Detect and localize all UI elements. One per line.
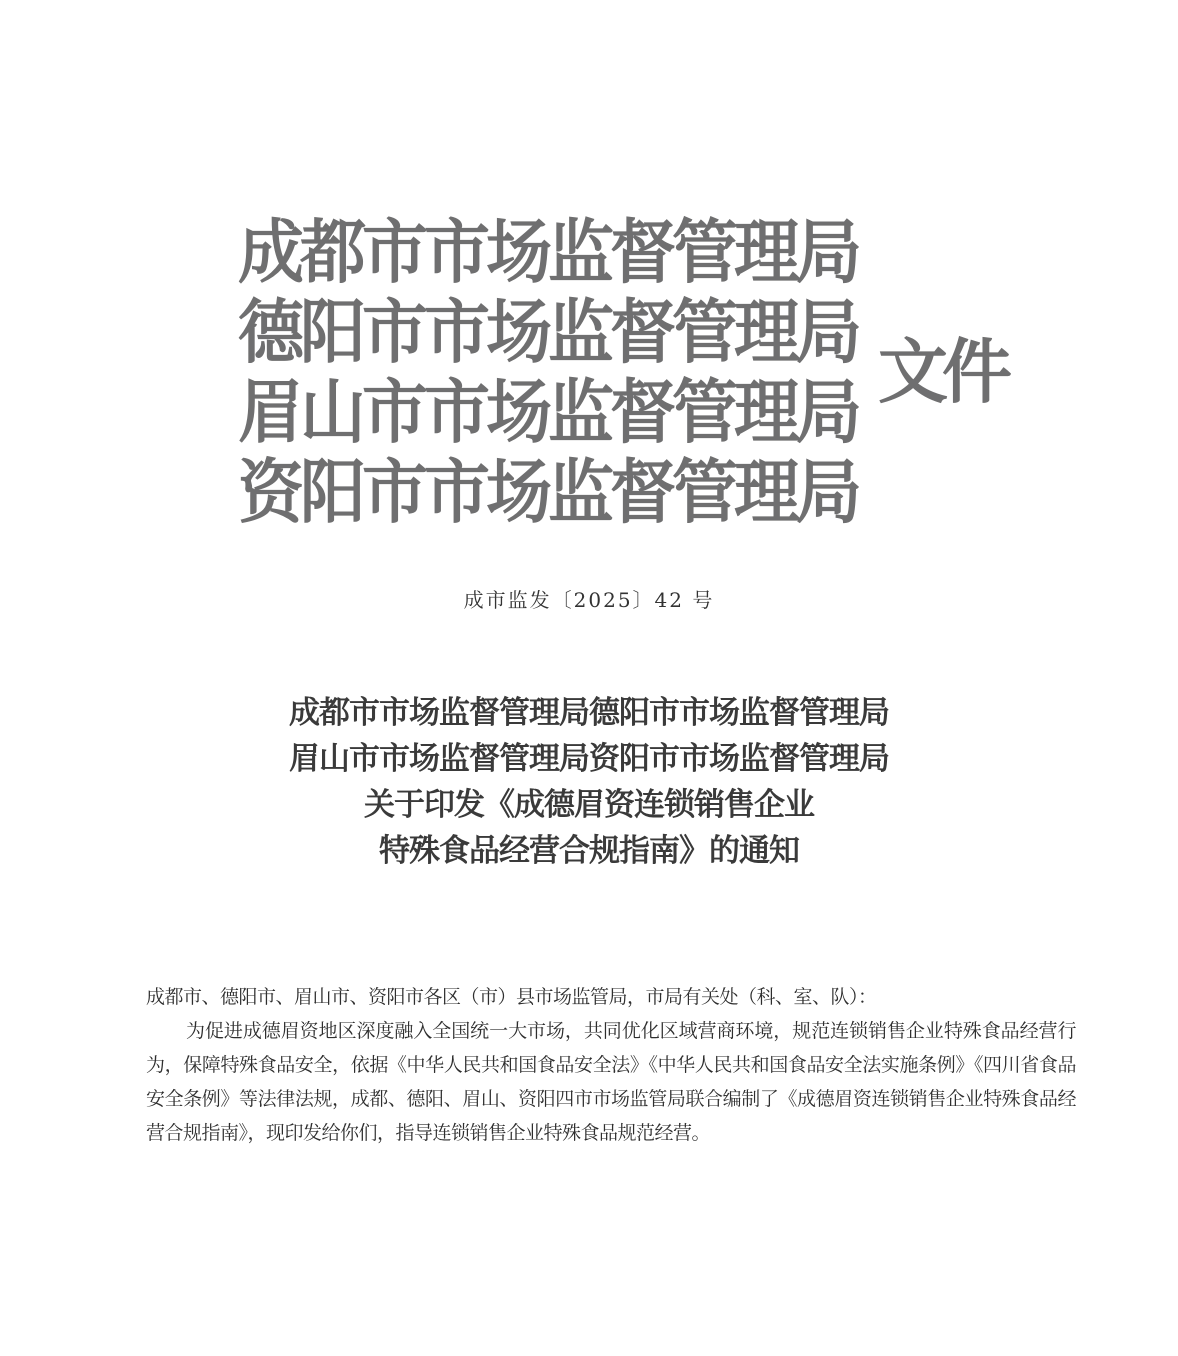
title-line: 成都市市场监督管理局德阳市市场监督管理局 <box>289 695 889 731</box>
title-line: 眉山市市场监督管理局资阳市市场监督管理局 <box>289 741 889 777</box>
document-body <box>146 980 1076 1150</box>
document-type-label: 文件 <box>878 330 1006 413</box>
body-paragraph: 为促进成德眉资地区深度融入全国统一大市场，共同优化区域营商环境，规范连锁销售企业特殊食品经营行为，保障特殊食品安全，依据《中华人民共和国食品安全法》《中华人民共和国食品安全法实施条例》《四川省食品安全条例》等法律法规，成都、德阳、眉山、资阳四市市场监管局联合编制了《成德眉资连锁销售企业特殊食品经营合规指南》，现印发给你们，指导连锁销售企业特殊食品规范经营。 <box>146 1020 1076 1144</box>
document-number: 成市监发〔2025〕42 号 <box>463 588 715 612</box>
document-title <box>0 690 1178 874</box>
issuer-list <box>238 210 858 533</box>
issuer-name: 成都市市场监督管理局 <box>238 211 858 293</box>
issuer-name: 眉山市市场监督管理局 <box>238 371 858 453</box>
salutation: 成都市、德阳市、眉山市、资阳市各区（市）县市场监管局，市局有关处（科、室、队）： <box>146 986 877 1008</box>
issuer-name: 德阳市市场监督管理局 <box>238 291 858 373</box>
issuer-name: 资阳市市场监督管理局 <box>238 451 858 533</box>
title-line: 关于印发《成德眉资连锁销售企业 <box>364 787 814 823</box>
document-header <box>238 210 1018 540</box>
title-line: 特殊食品经营合规指南》的通知 <box>379 833 799 869</box>
